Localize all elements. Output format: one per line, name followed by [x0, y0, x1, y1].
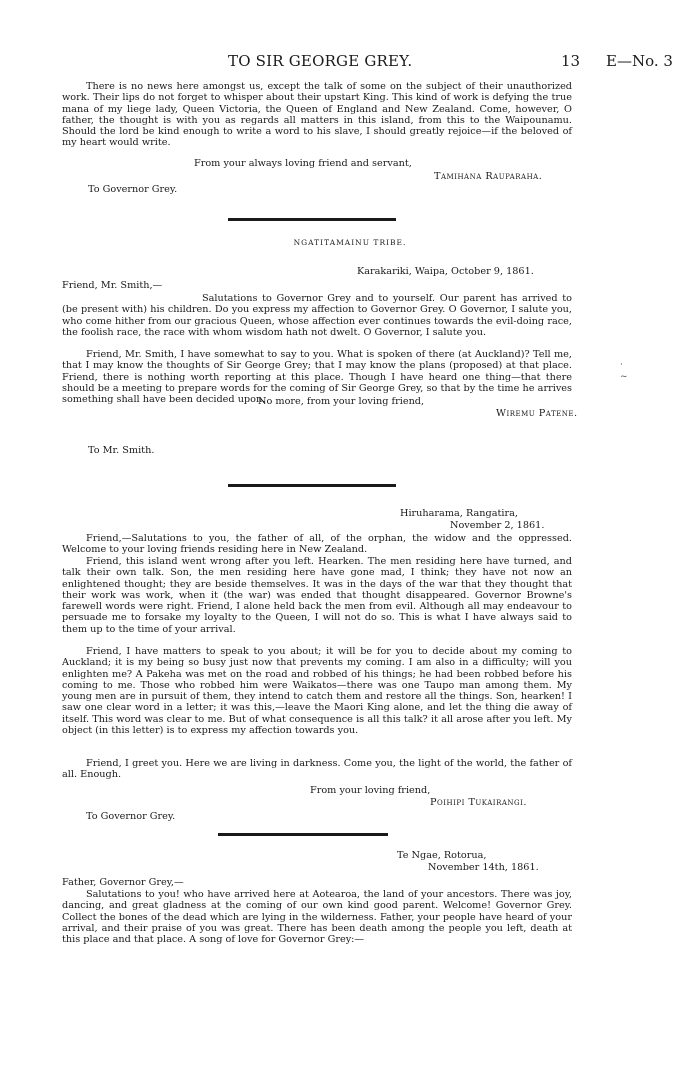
- letter3-addressee: To Governor Grey.: [86, 811, 176, 822]
- letter2-tribe-heading: NGATITAMAINU TRIBE.: [293, 238, 407, 247]
- letter2-signature: Wiremu Patene.: [496, 408, 578, 419]
- letter4-date: November 14th, 1861.: [428, 862, 539, 873]
- letter2-place-date: Karakariki, Waipa, October 9, 1861.: [357, 266, 534, 277]
- letter4-salutation: Father, Governor Grey,—: [62, 877, 184, 888]
- letter1-closing: From your always loving friend and servant,: [194, 158, 412, 169]
- margin-mark: ~: [620, 372, 628, 382]
- margin-mark: ·: [620, 360, 623, 370]
- letter3-paragraph-3: Friend, I have matters to speak to you about; it will be for you to decide about my coming to Auckland; it is my being so busy just now that prevents my coming. I am also in a difficulty; will you enlighten me? A Pakeha was met on the road and robbed of his things; he had been robbed before his coming to me. Those who robbed him were Waikatos—there was one Taupo man among them. My young men are in pursuit of them, they intend to catch them and restore all the things. Son, hearken! I saw one clear word in a letter; it was this,—leave the Maori King alone, and let the thing die away of itself. This word was clear to me. But of what consequence is all this talk? it all arose after you left. My object (in this letter) is to express my affection towards you.: [62, 646, 572, 737]
- letter3-paragraph-2: Friend, this island went wrong after you left. Hearken. The men residing here have turned, and talk their own talk. Son, the men residing here have gone mad, I think; they have not now an enlightened thought; they are beside themselves. It was in the days of the war that they thought that their work was work, when it (the war) was ended that thought disappeared. Governor Browne's farewell words were right. Friend, I alone held back the men from evil. Although all may endeavour to persuade me to forsake my loyalty to the Queen, I will not do so. This is what I have always said to them up to the time of your arrival.: [62, 556, 572, 635]
- letter3-paragraph-4: Friend, I greet you. Here we are living in darkness. Come you, the light of the world, the father of all. Enough.: [62, 758, 572, 781]
- section-divider: [218, 833, 388, 836]
- letter2-addressee: To Mr. Smith.: [88, 445, 155, 456]
- letter3-closing: From your loving friend,: [310, 785, 431, 796]
- section-divider: [228, 484, 396, 487]
- page-number: 13: [561, 52, 581, 70]
- letter3-paragraph-1: Friend,—Salutations to you, the father of all, of the orphan, the widow and the oppressed. Welcome to your loving friends residing here in New Zealand.: [62, 533, 572, 556]
- letter4-place: Te Ngae, Rotorua,: [397, 850, 487, 861]
- letter3-date: November 2, 1861.: [450, 520, 545, 531]
- letter1-signature: Tamihana Rauparaha.: [434, 171, 543, 182]
- letter2-paragraph-1: Salutations to Governor Grey and to yourself. Our parent has arrived to (be present with) his children. Do you express my affection to Governor Grey. O Governor, I salute you, who come hither from our gracious Queen, whose affection ever continues towards the evil-doing race, the foolish race, the race with whom wisdom hath not dwelt. O Governor, I salute you.: [62, 293, 572, 338]
- letter2-salutation: Friend, Mr. Smith,—: [62, 280, 163, 291]
- letter2-paragraph-2: Friend, Mr. Smith, I have somewhat to say to you. What is spoken of there (at Auckland)? Tell me, that I may know the thoughts of Sir George Grey; that I may know the plans (proposed) at that place. Friend, there is nothing worth reporting at this place. Though I have heard one thing—that there should be a meeting to prepare words for the coming of Sir George Grey, so that by the time he arrives something shall have been decided upon.: [62, 349, 572, 406]
- letter1-addressee: To Governor Grey.: [88, 184, 178, 195]
- document-reference: E—No. 3: [606, 52, 673, 70]
- letter2-closing: No more, from your loving friend,: [258, 396, 425, 407]
- letter3-signature: Poihipi Tukairangi.: [430, 797, 527, 808]
- letter4-paragraph-1: Salutations to you! who have arrived here at Aotearoa, the land of your ancestors. There was joy, dancing, and great gladness at the coming of our own kind good parent. Welcome! Governor Grey. Collect the bones of the dead which are lying in the wilderness. Father, your people have heard of your arrival, and their praise of you was great. There has been death among the people you left, death at this place and that place. A song of love for Governor Grey:—: [62, 889, 572, 946]
- section-divider: [228, 218, 396, 221]
- letter1-body: There is no news here amongst us, except the talk of some on the subject of their unauthorized work. Their lips do not forget to whisper about their upstart King. This kind of work is defying the true mana of my liege lady, Queen Victoria, the Queen of England and New Zealand. Come, however, O father, the thought is with you as regards all matters in this island, from this to the Waipounamu. Should the lord be kind enough to write a word to his slave, I should greatly rejoice—if the beloved of my heart would write.: [62, 81, 572, 149]
- page-header-title: TO SIR GEORGE GREY.: [228, 52, 413, 70]
- letter3-place: Hiruharama, Rangatira,: [400, 508, 518, 519]
